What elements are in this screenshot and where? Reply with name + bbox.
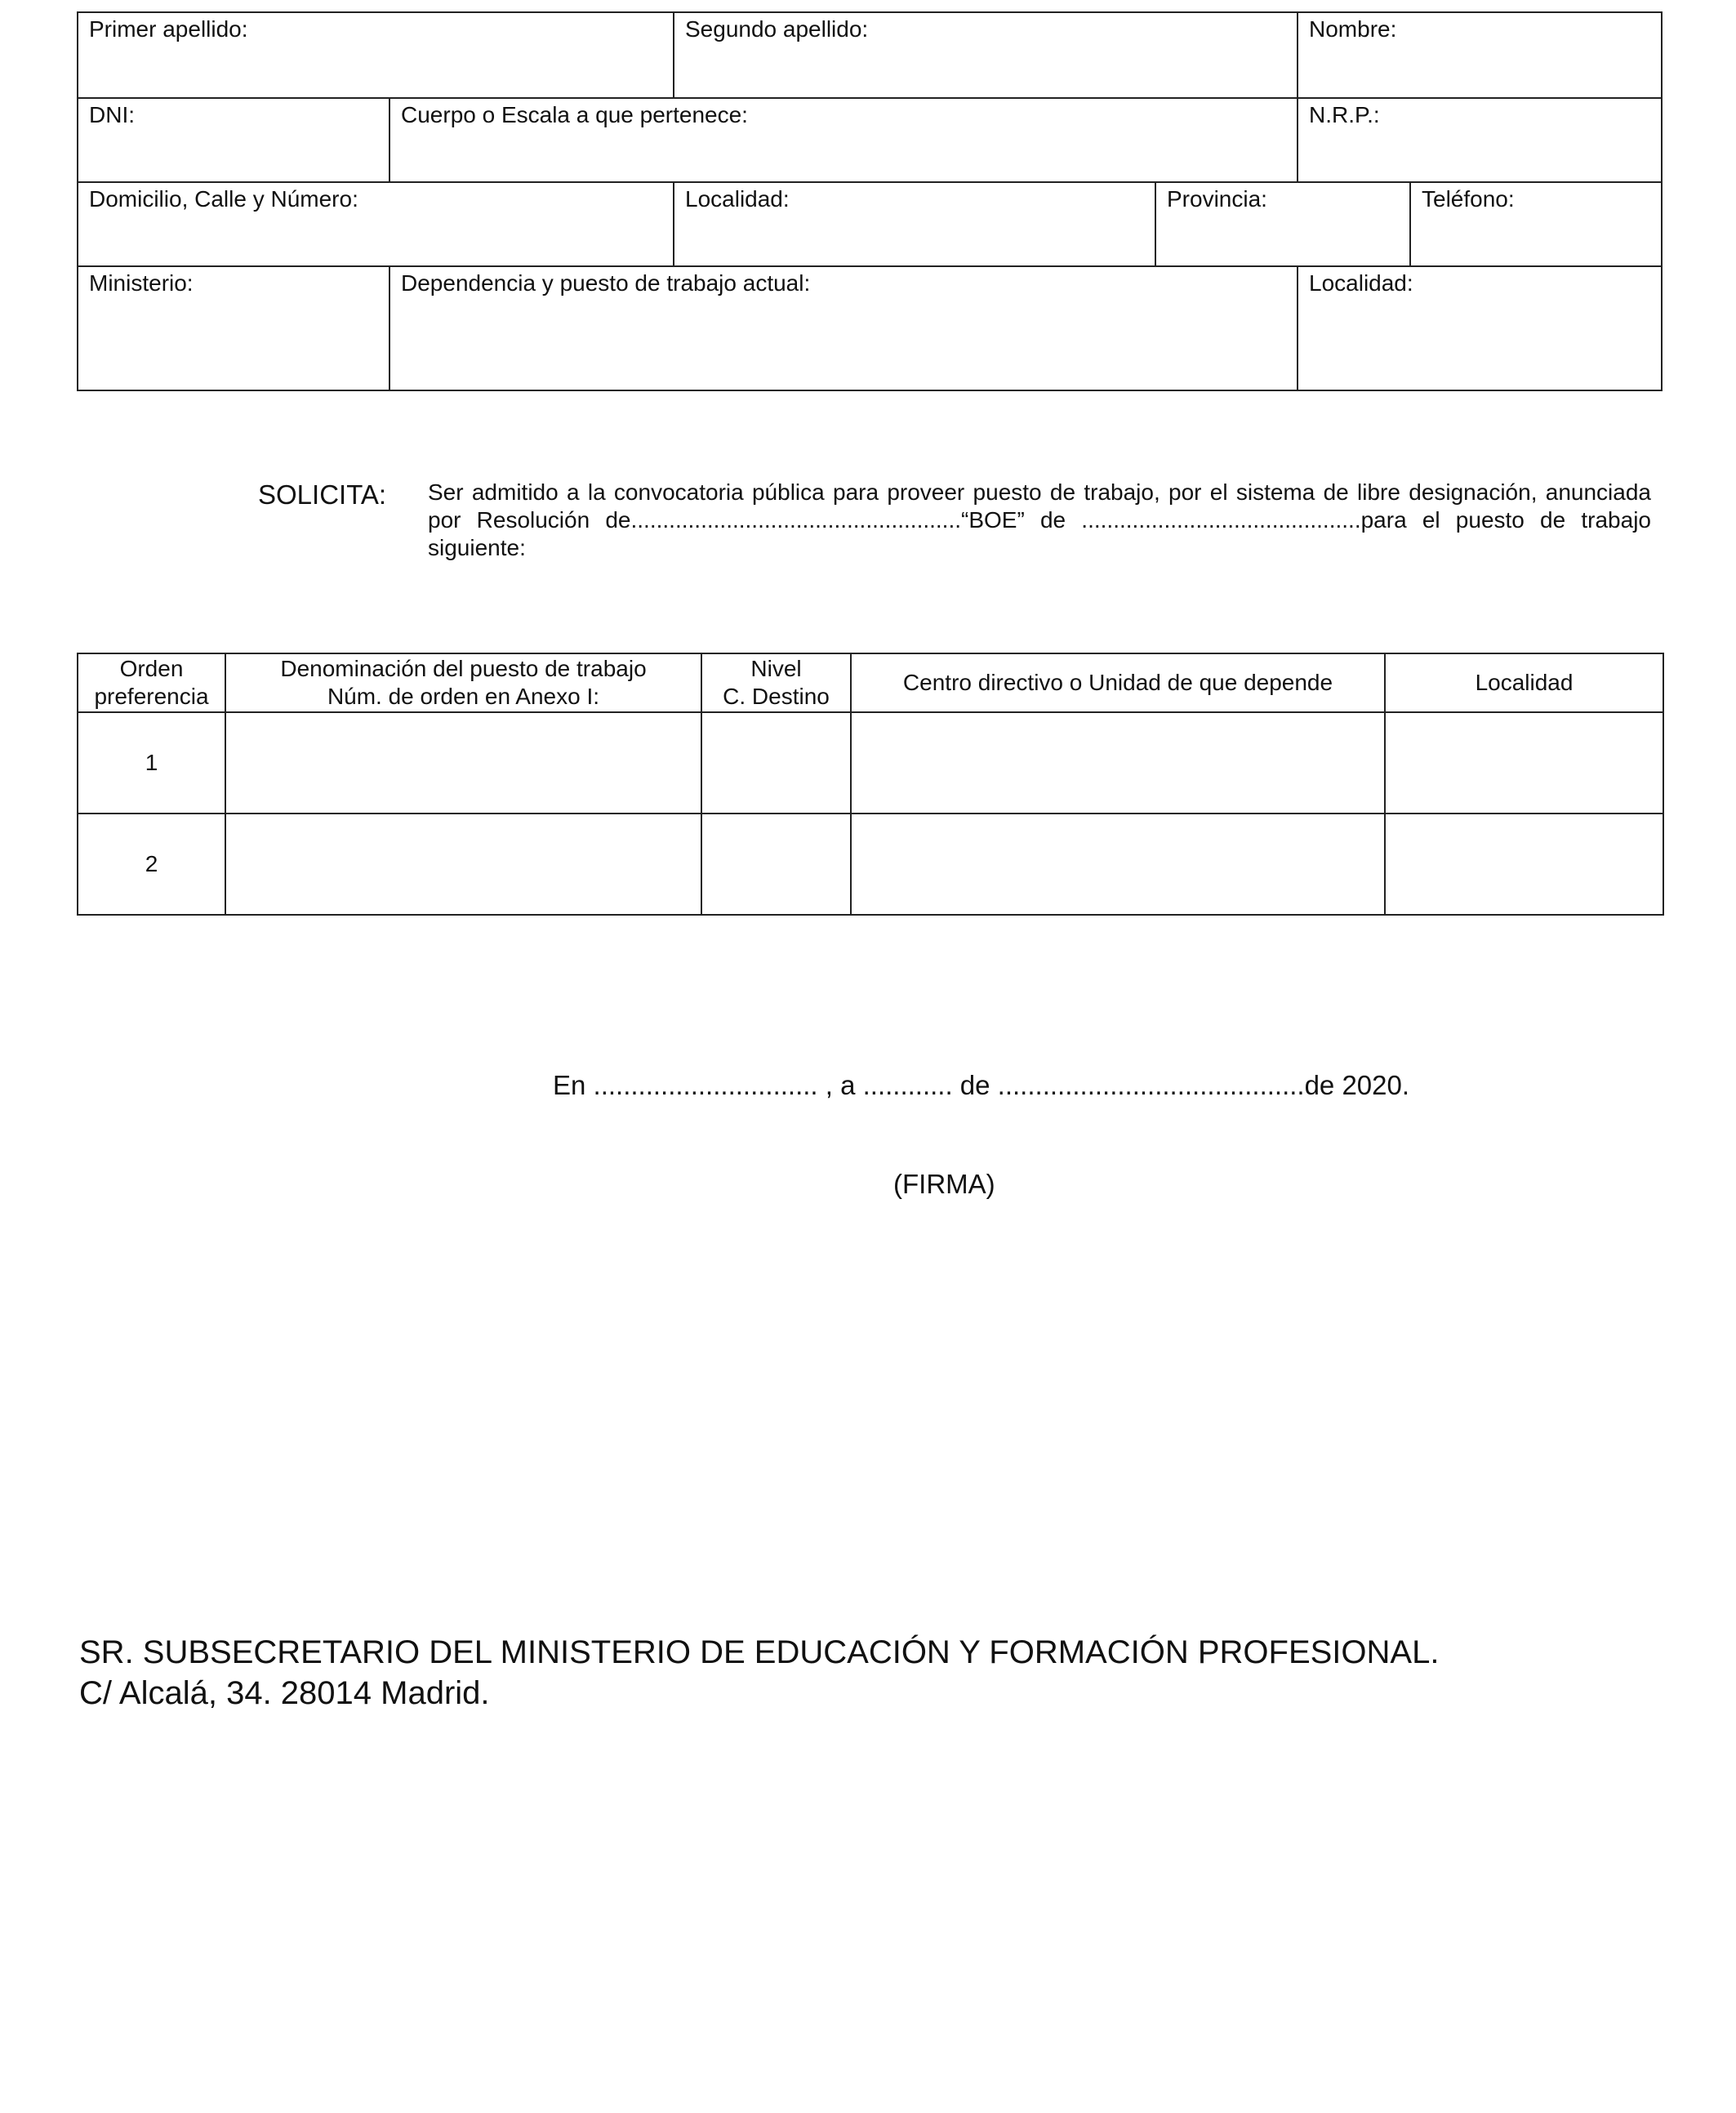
nivel-cell[interactable] (701, 814, 851, 915)
localidad-cell[interactable] (1385, 814, 1663, 915)
denominacion-cell[interactable] (225, 712, 701, 814)
personal-row-ids (78, 97, 1661, 181)
denominacion-header (225, 653, 701, 712)
addressee-title: SR. SUBSECRETARIO DEL MINISTERIO DE EDUCACIÓN Y FORMACIÓN PROFESIONAL. (79, 1634, 1440, 1670)
solicita-text: Ser admitido a la convocatoria pública para proveer puesto de trabajo, por el sistema de libre designación, anunciada por Resolución de....................................................“BOE” de ............................................para el puesto de trabajo siguiente: (428, 479, 1651, 560)
cuerpo-escala-field[interactable] (389, 99, 1297, 181)
orden-header-line2: preferencia (94, 684, 209, 709)
telefono-field[interactable] (1409, 183, 1661, 265)
orden-cell: 2 (78, 814, 225, 915)
ministerio-field[interactable] (78, 267, 389, 390)
nivel-header (701, 653, 851, 712)
nombre-label: Nombre: (1309, 16, 1397, 42)
nombre-field[interactable] (1297, 13, 1661, 97)
table-row (78, 712, 1663, 814)
denominacion-cell[interactable] (225, 814, 701, 915)
nivel-cell[interactable] (701, 712, 851, 814)
localidad-label: Localidad: (685, 186, 790, 212)
localidad-header: Localidad (1385, 653, 1663, 712)
cuerpo-escala-label: Cuerpo o Escala a que pertenece: (401, 102, 748, 127)
domicilio-field[interactable] (78, 183, 673, 265)
localidad-actual-label: Localidad: (1309, 270, 1413, 296)
positions-table (77, 653, 1664, 916)
personal-row-address (78, 181, 1661, 265)
addressee-address: C/ Alcalá, 34. 28014 Madrid. (79, 1675, 490, 1711)
nrp-label: N.R.P.: (1309, 102, 1380, 127)
orden-header (78, 653, 225, 712)
dni-field[interactable] (78, 99, 389, 181)
nivel-header-line2: C. Destino (723, 684, 830, 709)
primer-apellido-field[interactable] (78, 13, 673, 97)
provincia-label: Provincia: (1167, 186, 1267, 212)
segundo-apellido-field[interactable] (673, 13, 1297, 97)
dependencia-field[interactable] (389, 267, 1297, 390)
personal-data-grid (77, 11, 1663, 391)
centro-cell[interactable] (851, 814, 1385, 915)
orden-header-line1: Orden (119, 656, 184, 681)
localidad-field[interactable] (673, 183, 1155, 265)
provincia-field[interactable] (1155, 183, 1409, 265)
addressee-block (79, 1632, 1439, 1714)
signature-label: (FIRMA) (893, 1169, 995, 1199)
localidad-actual-field[interactable] (1297, 267, 1661, 390)
domicilio-label: Domicilio, Calle y Número: (89, 186, 358, 212)
primer-apellido-label: Primer apellido: (89, 16, 248, 42)
dependencia-label: Dependencia y puesto de trabajo actual: (401, 270, 811, 296)
personal-row-workplace (78, 265, 1661, 390)
orden-cell: 1 (78, 712, 225, 814)
personal-row-names (78, 13, 1661, 97)
ministerio-label: Ministerio: (89, 270, 194, 296)
table-row (78, 814, 1663, 915)
solicita-label: SOLICITA: (258, 479, 387, 510)
localidad-cell[interactable] (1385, 712, 1663, 814)
centro-header: Centro directivo o Unidad de que depende (851, 653, 1385, 712)
dni-label: DNI: (89, 102, 135, 127)
denominacion-header-line1: Denominación del puesto de trabajo (280, 656, 647, 681)
positions-header-row (78, 653, 1663, 712)
date-line: En .............................. , a ............ de .........................................de 2020. (553, 1070, 1410, 1100)
centro-cell[interactable] (851, 712, 1385, 814)
denominacion-header-line2: Núm. de orden en Anexo I: (327, 684, 600, 709)
nivel-header-line1: Nivel (750, 656, 802, 681)
nrp-field[interactable] (1297, 99, 1661, 181)
telefono-label: Teléfono: (1422, 186, 1515, 212)
segundo-apellido-label: Segundo apellido: (685, 16, 869, 42)
